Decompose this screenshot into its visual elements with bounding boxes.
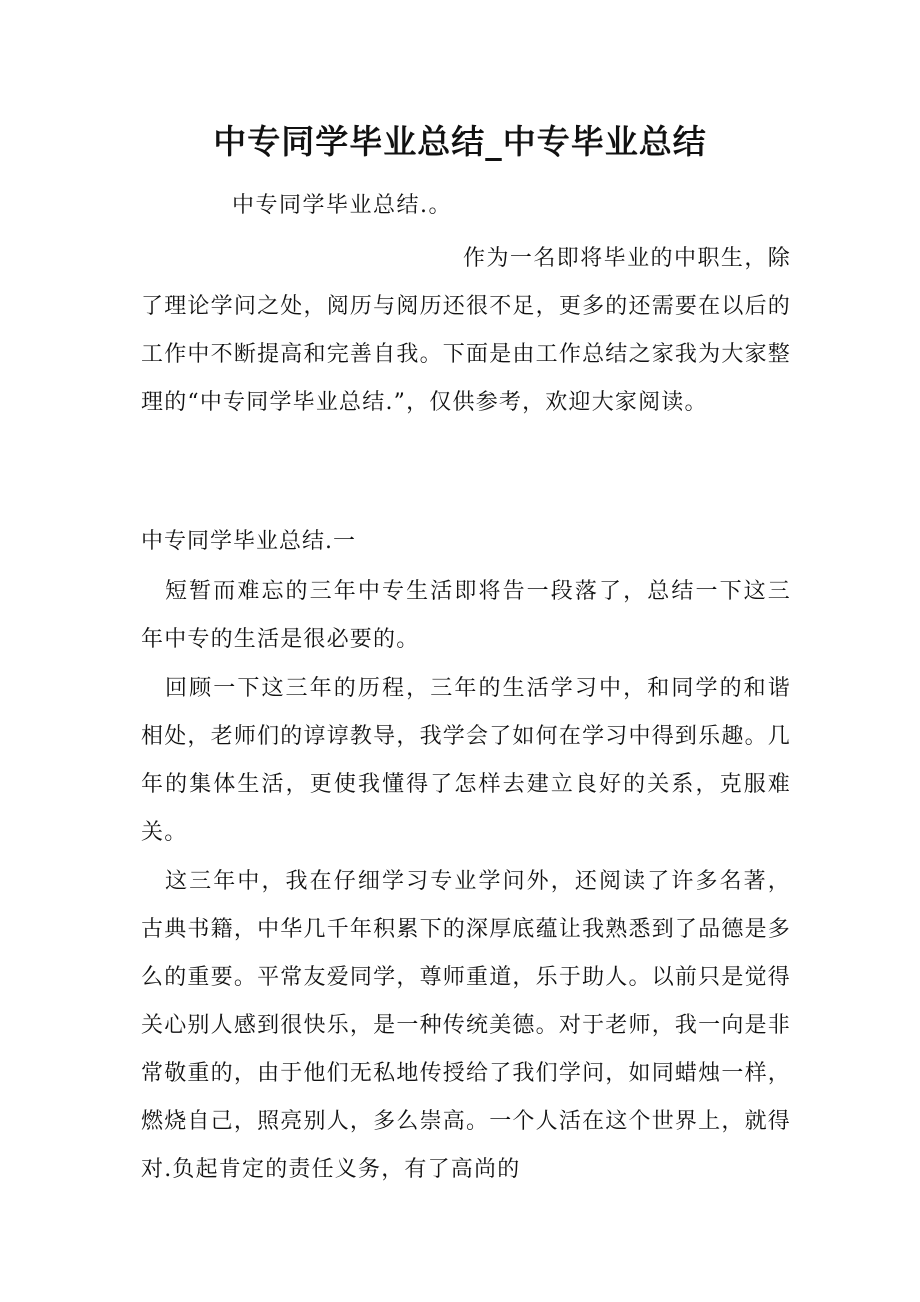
body-paragraph-2: 回顾一下这三年的历程，三年的生活学习中，和同学的和谐相处，老师们的谆谆教导，我学会了如何在学习中得到乐趣。几年的集体生活，更使我懂得了怎样去建立良好的关系，克服难关。 — [141, 676, 791, 845]
document-subtitle: 中专同学毕业总结.。 — [232, 193, 452, 218]
body-paragraph-1: 短暂而难忘的三年中专生活即将告一段落了，总结一下这三年中专的生活是很必要的。 — [141, 579, 791, 652]
document-title: 中专同学毕业总结_中专毕业总结 — [213, 122, 707, 161]
intro-paragraph: 作为一名即将毕业的中职生，除了理论学问之处，阅历与阅历还很不足，更多的还需要在以后的工作中不断提高和完善自我。下面是由工作总结之家我为大家整理的“中专同学毕业总结.”，仅供参考，欢迎大家阅读。 — [141, 246, 791, 415]
body-paragraph-3: 这三年中，我在仔细学习专业学问外，还阅读了许多名著，古典书籍，中华几千年积累下的深厚底蕴让我熟悉到了品德是多么的重要。平常友爱同学，尊师重道，乐于助人。以前只是觉得关心别人感到很快乐，是一种传统美德。对于老师，我一向是非常敬重的，由于他们无私地传授给了我们学问，如同蜡烛一样，燃烧自己，照亮别人，多么崇高。一个人活在这个世界上，就得对.负起肯定的责任义务，有了高尚的 — [141, 869, 791, 1182]
section-heading: 中专同学毕业总结.一 — [141, 529, 356, 554]
